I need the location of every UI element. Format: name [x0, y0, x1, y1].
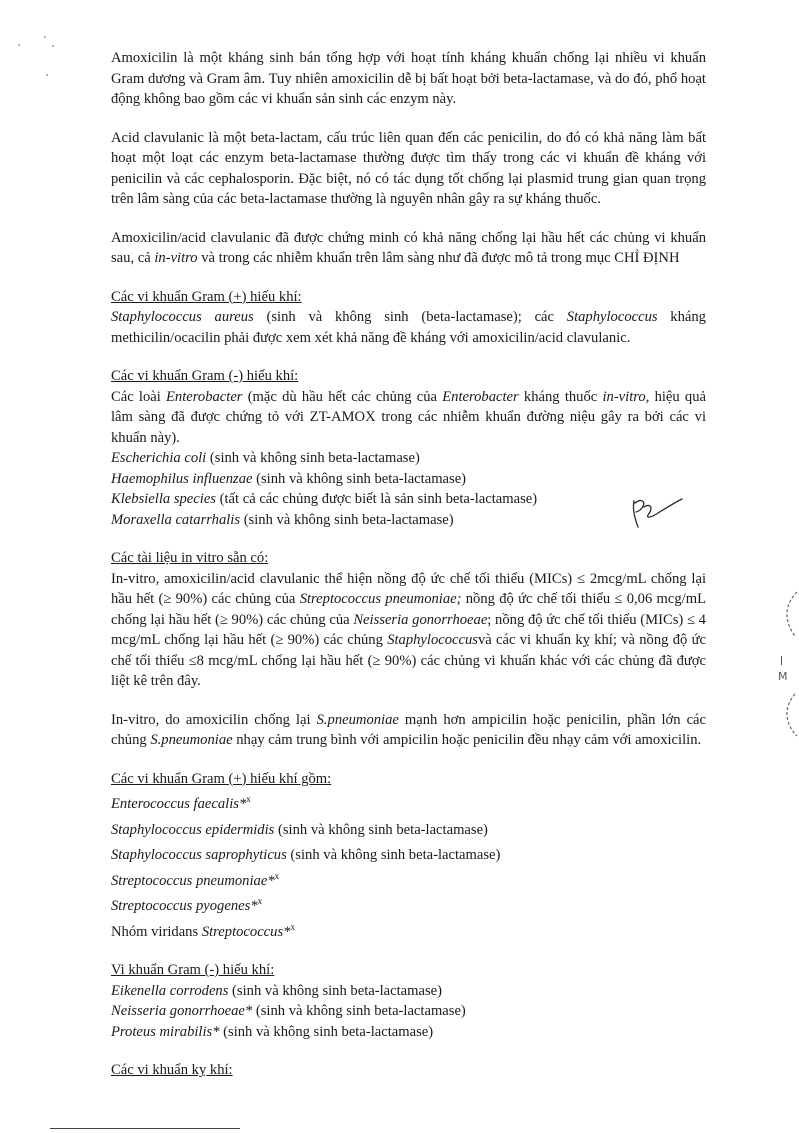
text-run: nồng độ ức chế tối thiểu ≤ 0,06 mcg/mL chống lại hầu hết (≥ 90%) các chủng của — [111, 591, 706, 628]
organism-note: (sinh và không sinh beta-lactamase) — [240, 511, 454, 528]
organism-note: (sinh và không sinh beta-lactamase) — [252, 1003, 466, 1019]
organism-name: Moraxella catarrhalis — [111, 511, 241, 528]
footer-rule — [50, 1128, 240, 1129]
organism-name: Enterococcus faecalis — [111, 796, 239, 812]
asterisk-mark: * — [238, 796, 247, 812]
section-heading: Các tài liệu in vitro sẵn có: — [111, 550, 269, 566]
scan-speck — [52, 45, 54, 47]
text-run: kháng methicilin/ocacilin phải được xem xét khả năng đề kháng với amoxicilin/acid clavulanic. — [111, 309, 706, 346]
superscript-mark: x — [257, 896, 263, 906]
list-item — [111, 1001, 706, 1022]
text-run: S.pneumoniae — [150, 732, 233, 748]
text-run: , hiệu quả lâm sàng đã được chứng tỏ với ZT-AMOX trong các nhiễm khuẩn đường niệu gây ra bởi các vi khuẩn này). — [111, 388, 706, 446]
section-text — [111, 307, 706, 348]
text-run: Streptococcus pneumoniae; — [299, 591, 462, 607]
list-item — [111, 917, 706, 943]
list-item — [111, 789, 706, 815]
text-run: ; nồng độ ức chế tối thiểu (MICs) ≤ 4 mcg/mL chống lại hầu hết (≥ 90%) các chủng — [111, 611, 706, 648]
organism-note: (tất cả các chủng được biết là sản sinh beta-lactamase) — [215, 491, 538, 507]
handwritten-signature — [628, 493, 684, 533]
document-body — [111, 48, 706, 1099]
section-heading: Các vi khuẩn Gram (-) hiếu khí: — [111, 368, 299, 384]
organism-note: (sinh và không sinh beta-lactamase) — [206, 450, 420, 466]
organism-name: Staphylococcus epidermidis — [111, 821, 275, 838]
section-anaerobic — [111, 1060, 706, 1081]
section-gram-negative-aerobic — [111, 366, 706, 530]
spectrum-paragraph — [111, 228, 706, 269]
organism-note: (sinh và không sinh beta-lactamase) — [219, 1023, 434, 1040]
stamp-arc-top — [775, 590, 799, 640]
section-text — [111, 710, 706, 751]
section-gram-negative-aerobic-list — [111, 960, 706, 1042]
text-run: Neisseria gonorrhoeae — [353, 611, 488, 628]
asterisk-mark: * — [283, 923, 291, 940]
text-run: kháng thuốc — [518, 388, 603, 405]
section-text — [111, 569, 706, 692]
list-item — [111, 489, 706, 510]
organism-name: Proteus mirabilis — [111, 1023, 213, 1040]
text-run: mạnh hơn ampicilin hoặc penicilin, phần lớn các chủng — [111, 711, 707, 748]
asterisk-mark: * — [250, 898, 258, 914]
organism-name: Eikenella corrodens — [111, 982, 229, 999]
organism-name: Streptococcus — [201, 923, 284, 940]
organism-name: Staphylococcus saprophyticus — [111, 847, 287, 863]
list-item — [111, 448, 706, 469]
superscript-mark: x — [290, 921, 295, 932]
section-gram-positive-aerobic-list — [111, 769, 706, 943]
organism-name: Haemophilus influenzae — [111, 470, 253, 487]
text-run: Các loài — [111, 388, 167, 405]
clavulanic-paragraph: Acid clavulanic là một beta-lactam, cấu trúc liên quan đến các penicilin, do đó có khả năng làm bất hoạt một loạt các enzym beta-lactamase thường được tìm thấy trong các vi khuẩn đề kháng với penicilin và các cephalosporin. Đặc biệt, nó có tác dụng tốt chống lại plasmid trung gian quan trọng trên lâm sàng của các beta-lactamase thường là nguyên nhân gây ra sự kháng thuốc. — [111, 129, 706, 207]
text-run: In-vitro, amoxicilin/acid clavulanic thể hiện nồng độ ức chế tối thiểu (MICs) ≤ 2mcg/mL chống lại hầu hết (≥ 90%) các chủng của — [111, 570, 706, 607]
list-item — [111, 981, 706, 1002]
asterisk-mark: * — [212, 1023, 220, 1040]
list-item — [111, 815, 706, 841]
text-run: Enterobacter — [166, 388, 243, 405]
text-run: Staphylococcus — [566, 309, 658, 325]
organism-note: (sinh và không sinh beta-lactamase) — [252, 470, 467, 487]
text-run: In-vitro, do amoxicilin chống lại — [111, 711, 317, 728]
text-run: Staphylococcus — [387, 632, 478, 648]
organism-name: Escherichia coli — [111, 450, 207, 466]
list-item — [111, 510, 706, 531]
text-run: (mặc dù hầu hết các chủng của — [242, 388, 443, 405]
organism-note: (sinh và không sinh beta-lactamase) — [286, 847, 501, 863]
scan-speck — [46, 74, 48, 76]
section-heading: Vi khuẩn Gram (-) hiếu khí: — [111, 962, 275, 978]
text-run: Amoxicilin/acid clavulanic đã được chứng minh có khả năng chống lại hầu hết các chủng vi khuẩn sau, cả — [111, 229, 706, 266]
stamp-tick — [781, 656, 782, 665]
item-prefix: Nhóm viridans — [111, 923, 202, 940]
scan-speck — [18, 44, 20, 46]
asterisk-mark: * — [244, 1003, 253, 1019]
list-item — [111, 866, 706, 892]
text-run: và trong các nhiễm khuẩn trên lâm sàng như đã được mô tả trong mục CHỈ ĐỊNH — [197, 250, 680, 266]
list-item — [111, 840, 706, 866]
organism-note: (sinh và không sinh beta-lactamase) — [274, 821, 488, 838]
superscript-mark: x — [246, 794, 251, 804]
section-heading: Các vi khuẩn kỵ khí: — [111, 1062, 233, 1078]
organism-name: Streptococcus pneumoniae — [111, 872, 268, 889]
superscript-mark: x — [274, 870, 280, 881]
intro-paragraph: Amoxicilin là một kháng sinh bán tổng hợp với hoạt tính kháng khuẩn chống lại nhiều vi khuẩn Gram dương và Gram âm. Tuy nhiên amoxicilin dễ bị bất hoạt bởi beta-lactamase, và do đó, phổ hoạt động không bao gồm các vi khuẩn sản sinh các enzym này. — [111, 50, 706, 107]
organism-name: Klebsiella species — [111, 491, 216, 507]
section-text — [111, 387, 706, 449]
list-item — [111, 469, 706, 490]
text-run: Enterobacter — [442, 388, 519, 405]
stamp-arc-bottom — [775, 690, 799, 740]
list-item — [111, 891, 706, 917]
text-run: in-vitro — [602, 388, 646, 405]
section-heading: Các vi khuẩn Gram (+) hiếu khí: — [111, 288, 302, 305]
section-in-vitro-data — [111, 548, 706, 751]
text-run: Staphylococcus aureus — [111, 309, 254, 325]
organism-name: Streptococcus pyogenes — [111, 898, 251, 914]
text-run: nhạy cảm trung bình với ampicilin hoặc penicilin đều nhạy cảm với amoxicilin. — [232, 732, 702, 748]
stamp-letter: M — [778, 670, 788, 683]
section-heading: Các vi khuẩn Gram (+) hiếu khí gồm: — [111, 770, 332, 787]
asterisk-mark: * — [267, 872, 275, 889]
text-run: in-vitro — [154, 250, 198, 266]
text-run: (sinh và không sinh (beta-lactamase); các — [253, 309, 567, 325]
text-run: S.pneumoniae — [316, 711, 399, 728]
organism-name: Neisseria gonorrhoeae — [111, 1003, 245, 1019]
list-item — [111, 1022, 706, 1043]
section-gram-positive-aerobic — [111, 287, 706, 349]
organism-note: (sinh và không sinh beta-lactamase) — [228, 982, 442, 999]
scan-speck — [44, 36, 46, 38]
text-run: và các vi khuẩn kỵ khí; và nồng độ ức chế tối thiểu ≤8 mcg/mL chống lại hầu hết (≥ 90%) các chủng vi khuẩn khác với các chủng đã được liệt kê trên đây. — [111, 632, 706, 689]
